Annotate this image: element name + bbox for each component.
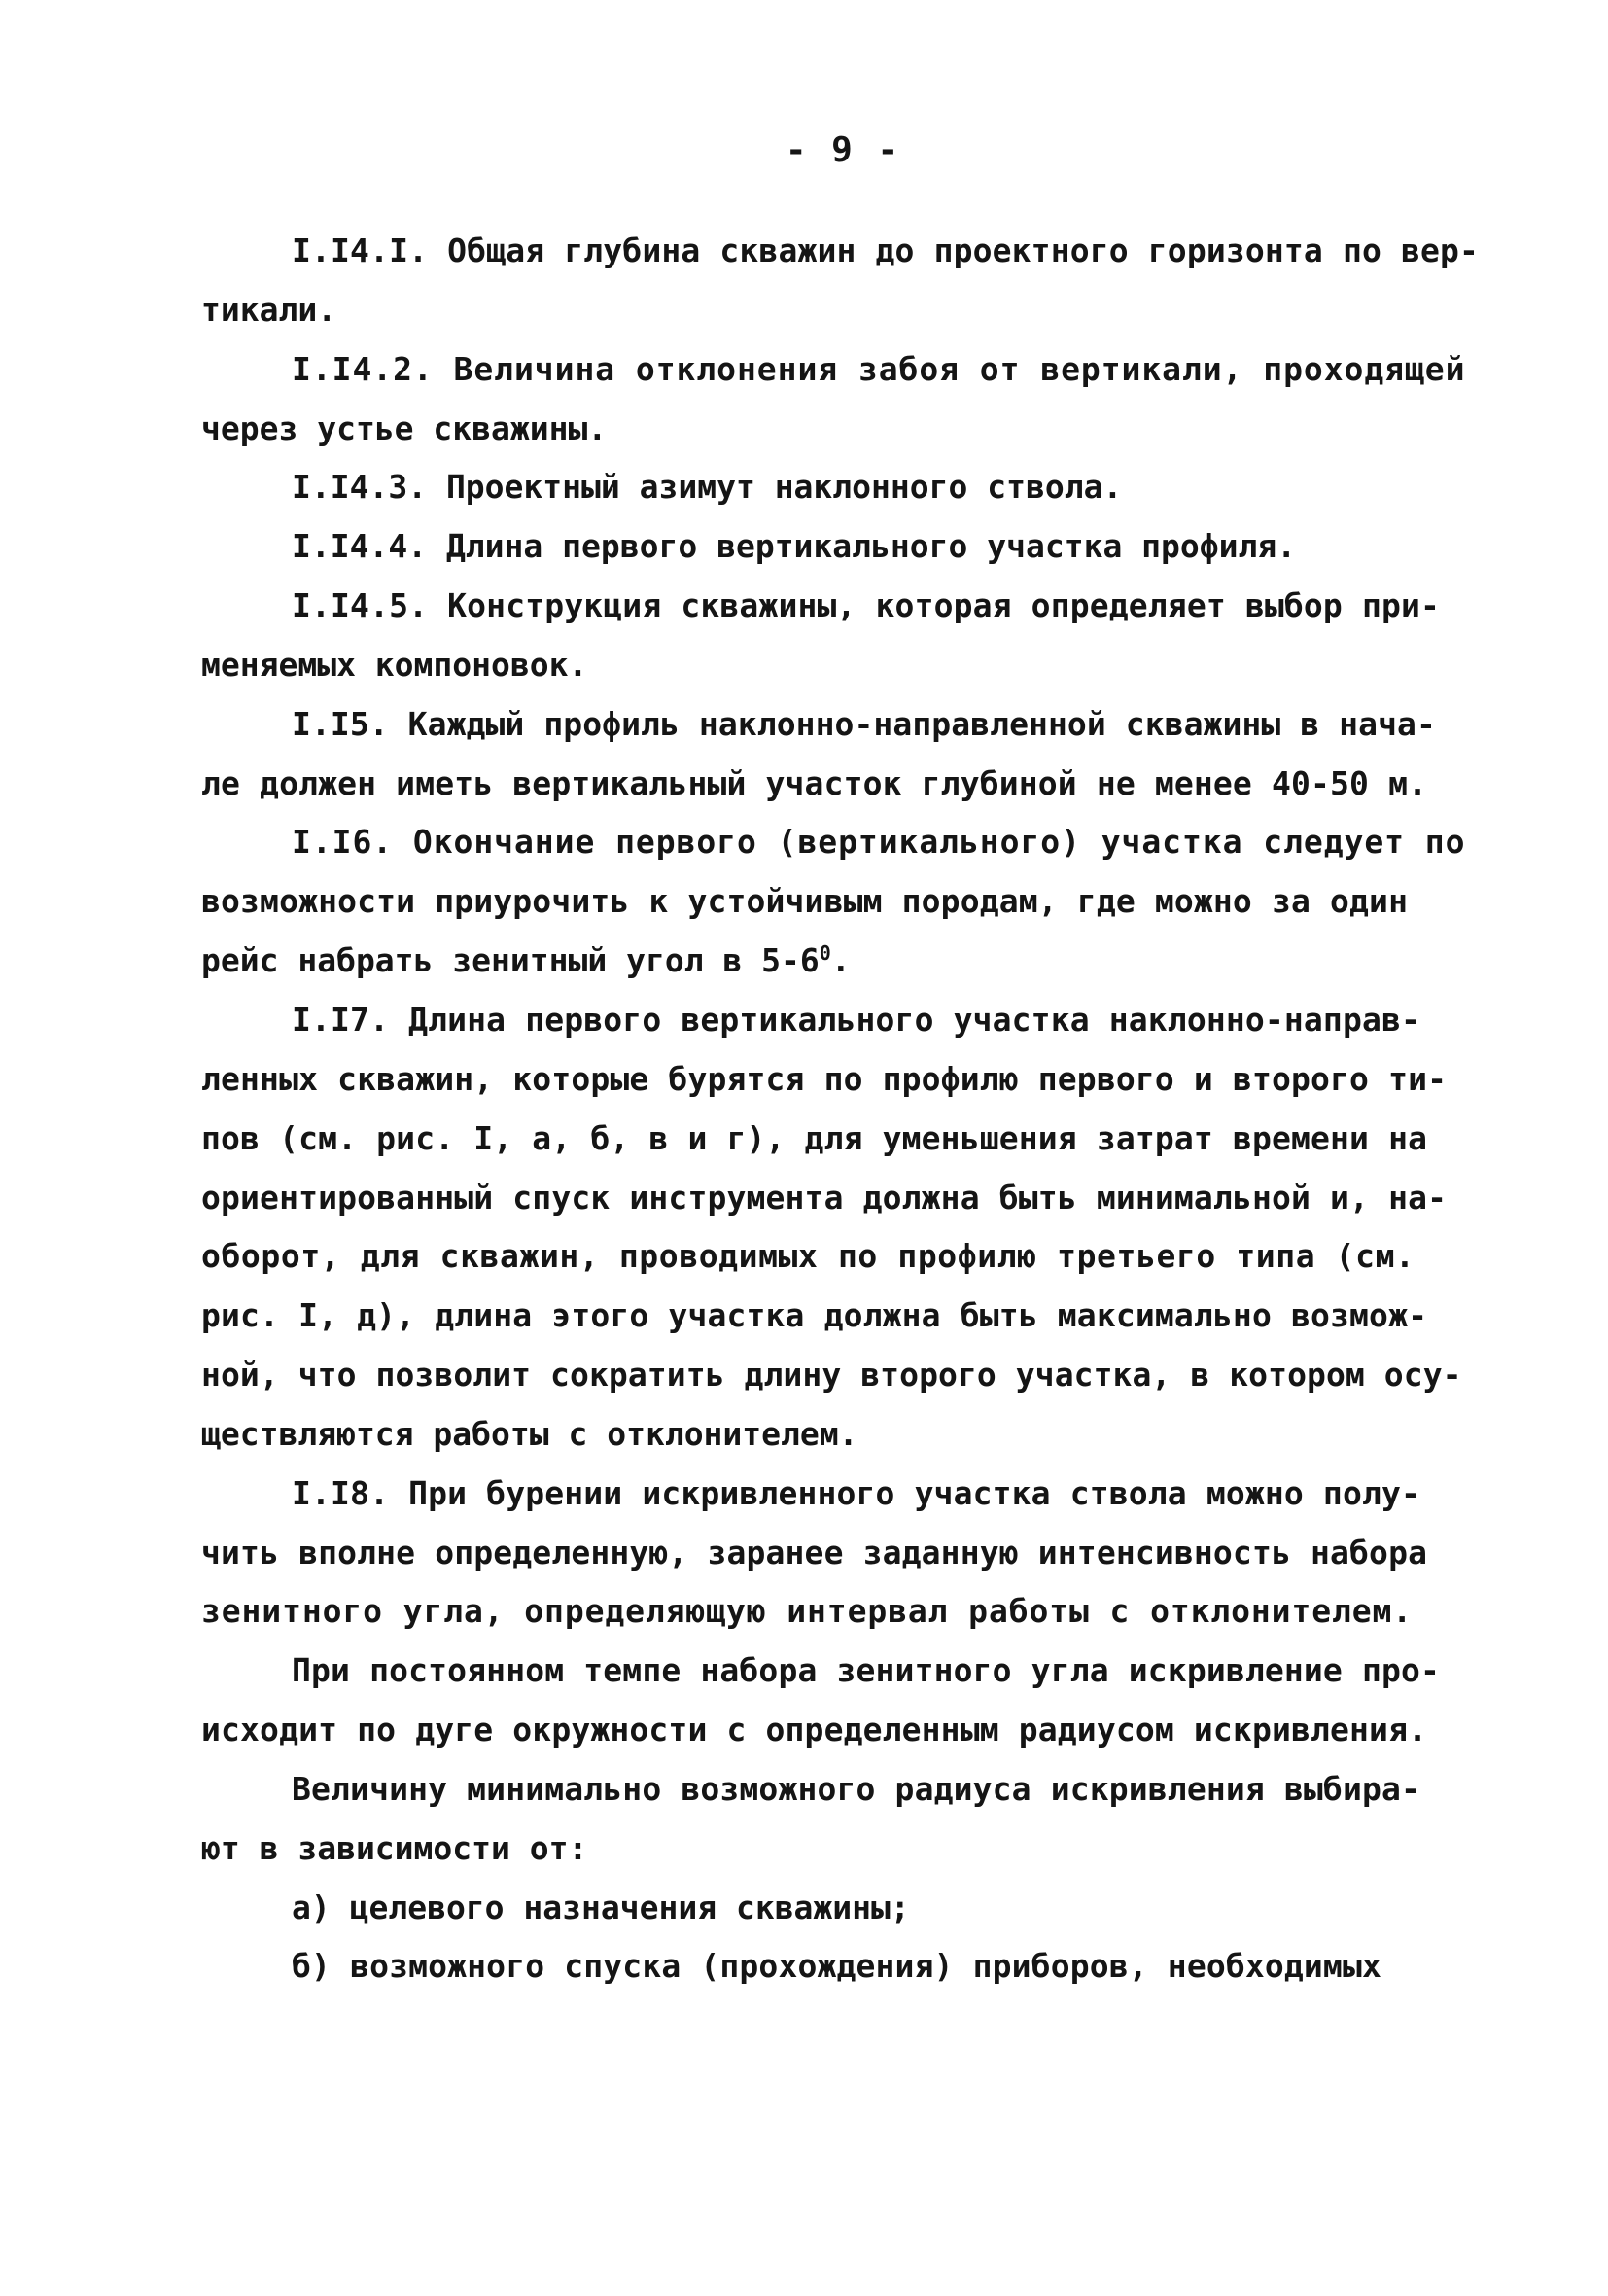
text-line: I.I4.4. Длина первого вертикального участка профиля. [292, 527, 1297, 565]
text-line: Величину минимально возможного радиуса искривления выбира- [292, 1770, 1421, 1808]
text-line: зенитного угла, определяющую интервал работы с отклонителем. [201, 1592, 1414, 1630]
text-line: исходит по дуге окружности с определенным радиусом искривления. [201, 1711, 1428, 1748]
text-line: I.I4.3. Проектный азимут наклонного ствола. [292, 468, 1123, 506]
text-line: При постоянном темпе набора зенитного угла искривление про- [292, 1651, 1441, 1689]
text-line: ществляются работы с отклонителем. [201, 1415, 858, 1453]
text-line: оборот, для скважин, проводимых по профилю третьего типа (см. [201, 1237, 1416, 1275]
page-number: - 9 - [785, 130, 901, 170]
text-line: I.I7. Длина первого вертикального участка наклонно-направ- [292, 1001, 1421, 1039]
text-line: ют в зависимости от: [201, 1829, 588, 1867]
text-line: чить вполне определенную, заранее заданную интенсивность набора [201, 1534, 1428, 1572]
text-line: а) целевого назначения скважины; [292, 1889, 910, 1926]
text-line: I.I8. При бурении искривленного участка ствола можно полу- [292, 1474, 1421, 1512]
text-line: меняемых компоновок. [201, 646, 588, 684]
text-line: I.I5. Каждый профиль наклонно-направленной скважины в нача- [292, 705, 1436, 743]
text-line: ле должен иметь вертикальный участок глубиной не менее 40-50 м. [201, 764, 1428, 802]
text-line: рис. I, д), длина этого участка должна быть максимально возмож- [201, 1296, 1428, 1334]
text-line: I.I4.2. Величина отклонения забоя от вертикали, проходящей [292, 350, 1466, 388]
degree-superscript: 0 [819, 941, 831, 965]
text-line: I.I6. Окончание первого (вертикального) участка следует по [292, 823, 1466, 861]
text-line: ленных скважин, которые бурятся по профилю первого и второго ти- [201, 1060, 1448, 1098]
text-line: тикали. [201, 291, 337, 329]
text-line: ориентированный спуск инструмента должна быть минимальной и, на- [201, 1179, 1448, 1217]
text-line: ной, что позволит сократить длину второго участка, в котором осу- [201, 1356, 1462, 1394]
text-line: возможности приурочить к устойчивым породам, где можно за один [201, 882, 1409, 920]
text-line: пов (см. рис. I, а, б, в и г), для уменьшения затрат времени на [201, 1119, 1428, 1157]
text-line: б) возможного спуска (прохождения) приборов, необходимых [292, 1947, 1381, 1985]
text-line-main: рейс набрать зенитный угол в 5-6 [201, 941, 820, 979]
text-line-end: . [830, 941, 851, 979]
text-line: через устье скважины. [201, 409, 608, 447]
text-line: I.I4.5. Конструкция скважины, которая определяет выбор при- [292, 586, 1441, 624]
text-line: I.I4.I. Общая глубина скважин до проектного горизонта по вер- [292, 231, 1480, 269]
text-line [201, 941, 851, 980]
